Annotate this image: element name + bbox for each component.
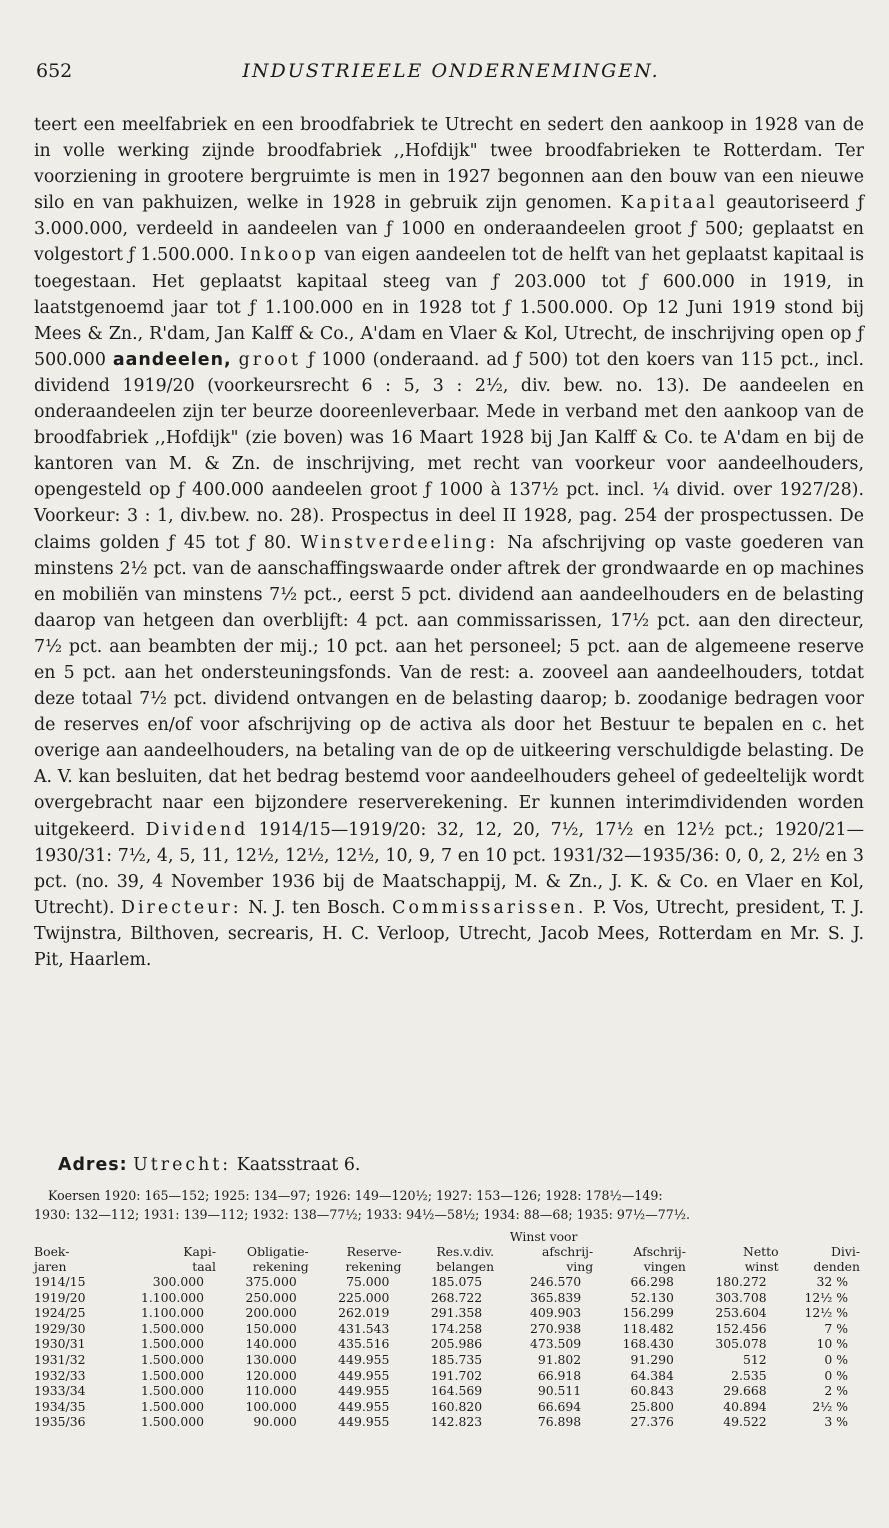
koersen-line-2: 1930: 132—112; 1931: 139—112; 1932: 138—77½; 1933: 94½—58½; 1934: 88—68; 1935: 97½—77½. bbox=[34, 1207, 690, 1222]
table-cell: 1.500.000 bbox=[140, 1351, 205, 1367]
col-header: taal bbox=[192, 1259, 217, 1274]
col-header: afschrij- bbox=[542, 1244, 594, 1259]
text-inkoop: van eigen aandeelen tot de helft van het geplaatst kapitaal is toegestaan. Het geplaatst kapitaal steeg van ƒ 203.000 tot ƒ 600.000 in 1919, in laatstgenoemd jaar tot ƒ 1.100.000 en in 1928 tot ƒ 1.500.000. Op 12 Juni 1919 stond bij Mees & Zn., R'dam, Jan Kalff & Co., A'dam en Vlaer & Kol, Utrecht, de inschrijving open op ƒ 500.000 bbox=[34, 245, 865, 370]
page-number: 652 bbox=[36, 60, 73, 82]
table-row bbox=[30, 1274, 860, 1290]
label-commissarissen: Commissarissen. bbox=[392, 897, 587, 918]
table-cell: 268.722 bbox=[430, 1289, 483, 1305]
table-cell: 200.000 bbox=[245, 1305, 297, 1321]
table-cell: 305.078 bbox=[715, 1336, 767, 1352]
table-cell: 1.500.000 bbox=[140, 1398, 205, 1414]
table-cell: 473.509 bbox=[529, 1336, 582, 1352]
table-cell-year: 1935/36 bbox=[34, 1414, 86, 1430]
table-body bbox=[30, 1274, 860, 1430]
table-cell: 120.000 bbox=[245, 1367, 297, 1383]
table-cell: 7 % bbox=[824, 1320, 848, 1336]
col-header: Afschrij- bbox=[633, 1244, 686, 1259]
table-cell: 160.820 bbox=[430, 1398, 483, 1414]
table-cell: 1.500.000 bbox=[140, 1383, 205, 1399]
table-cell: 449.955 bbox=[338, 1414, 390, 1430]
table-cell-year: 1924/25 bbox=[34, 1305, 86, 1321]
col-header: Boek- bbox=[34, 1244, 70, 1259]
table-cell: 90.511 bbox=[537, 1383, 582, 1399]
label-directeur: Directeur: bbox=[121, 897, 242, 918]
col-header: Netto bbox=[743, 1244, 779, 1259]
table-cell: 27.376 bbox=[630, 1414, 674, 1430]
text-dividend: 1914/15—1919/20: 32, 12, 20, 7½, 17½ en 12½ pct.; 1920/21—1930/31: 7½, 4, 5, 11, 12½, 12½, 12½, 10, 9, 7 en 10 pct. 1931/32—1935/36: 0, 0, 2, 2½ en 3 pct. (no. 39, 4 November 1936 bij de Maatschappij, M. & Zn., J. K. & Co. en Vlaer en Kol, Utrecht). bbox=[34, 819, 864, 918]
label-aandeelen: aandeelen, bbox=[112, 349, 232, 370]
table-cell: 130.000 bbox=[245, 1351, 297, 1367]
col-header: rekening bbox=[345, 1259, 402, 1274]
col-header: vingen bbox=[643, 1259, 686, 1274]
col-header: rekening bbox=[252, 1259, 309, 1274]
table-cell: 512 bbox=[742, 1351, 767, 1367]
col-header: denden bbox=[813, 1259, 860, 1274]
table-cell: 66.918 bbox=[537, 1367, 582, 1383]
table-cell: 449.955 bbox=[338, 1383, 390, 1399]
koersen-label: Koersen bbox=[48, 1188, 101, 1203]
table-cell: 191.702 bbox=[430, 1367, 483, 1383]
table-cell: 12½ % bbox=[804, 1289, 848, 1305]
table-cell: 365.839 bbox=[529, 1289, 582, 1305]
table-cell: 164.569 bbox=[430, 1383, 483, 1399]
table-row bbox=[30, 1368, 860, 1384]
table-cell: 375.000 bbox=[245, 1274, 297, 1289]
table-cell: 246.570 bbox=[529, 1274, 582, 1289]
table-cell: 300.000 bbox=[152, 1274, 205, 1289]
table-cell-year: 1934/35 bbox=[34, 1398, 86, 1414]
table-cell: 1.500.000 bbox=[140, 1367, 205, 1383]
table-row bbox=[30, 1321, 860, 1337]
col-header: ving bbox=[566, 1259, 594, 1274]
table-cell: 449.955 bbox=[338, 1351, 390, 1367]
table-cell: 1.100.000 bbox=[140, 1305, 205, 1321]
label-dividend: Dividend bbox=[145, 819, 249, 840]
table-cell: 142.823 bbox=[430, 1414, 483, 1430]
text-kapitaal: geautoriseerd ƒ 3.000.000, verdeeld in aandeelen van ƒ 1000 en onderaandeelen groot ƒ 500; geplaatst en volgestort ƒ 1.500.000. bbox=[34, 193, 865, 266]
table-cell-year: 1914/15 bbox=[34, 1274, 86, 1289]
table-cell-year: 1930/31 bbox=[34, 1336, 86, 1352]
label-inkoop: Inkoop bbox=[240, 245, 319, 266]
table-cell: 205.986 bbox=[430, 1336, 483, 1352]
adres-label: Adres: bbox=[58, 1155, 128, 1175]
col-header: Res.v.div. bbox=[436, 1244, 495, 1259]
table-cell: 64.384 bbox=[630, 1367, 674, 1383]
table-cell: 0 % bbox=[824, 1367, 848, 1383]
table-cell: 174.258 bbox=[430, 1320, 483, 1336]
table-cell: 431.543 bbox=[338, 1320, 390, 1336]
table-cell: 76.898 bbox=[537, 1414, 582, 1430]
table-cell-year: 1929/30 bbox=[34, 1320, 86, 1336]
table-cell: 118.482 bbox=[622, 1320, 674, 1336]
table-cell: 449.955 bbox=[338, 1367, 390, 1383]
table-cell: 29.668 bbox=[723, 1383, 767, 1399]
table-cell: 262.019 bbox=[338, 1305, 390, 1321]
table-cell: 12½ % bbox=[804, 1305, 848, 1321]
table-cell: 185.735 bbox=[430, 1351, 483, 1367]
table-cell: 49.522 bbox=[723, 1414, 767, 1430]
table-row bbox=[30, 1305, 860, 1321]
table-cell: 291.358 bbox=[430, 1305, 483, 1321]
table-cell: 66.298 bbox=[630, 1274, 674, 1289]
table-cell: 185.075 bbox=[430, 1274, 483, 1289]
col-header: Reserve- bbox=[346, 1244, 402, 1259]
table-cell: 10 % bbox=[816, 1336, 848, 1352]
address-line bbox=[58, 1155, 360, 1175]
table-cell: 409.903 bbox=[529, 1305, 582, 1321]
table-row bbox=[30, 1336, 860, 1352]
text-commissarissen: P. Vos, Utrecht, president, T. J. Twijnstra, Bilthoven, secrearis, H. C. Verloop, Utrecht, Jacob Mees, Rotterdam en Mr. S. J. Pit, Haarlem. bbox=[34, 897, 865, 970]
adres-street: Kaatsstraat 6. bbox=[236, 1155, 361, 1175]
koersen-line-1: 1920: 165—152; 1925: 134—97; 1926: 149—120½; 1927: 153—126; 1928: 178½—149: bbox=[104, 1188, 663, 1203]
table-cell: 303.708 bbox=[715, 1289, 767, 1305]
col-header: Kapi- bbox=[183, 1244, 217, 1259]
running-title: INDUSTRIEELE ONDERNEMINGEN. bbox=[242, 60, 660, 82]
table-cell: 1.100.000 bbox=[140, 1289, 205, 1305]
table-cell: 253.604 bbox=[715, 1305, 767, 1321]
table-cell: 168.430 bbox=[622, 1336, 674, 1352]
col-header: Obligatie- bbox=[246, 1244, 309, 1259]
col-header-spanning: Winst voor bbox=[509, 1229, 578, 1244]
col-header: winst bbox=[744, 1259, 779, 1274]
financial-table bbox=[30, 1229, 860, 1430]
text-directeur: N. J. ten Bosch. bbox=[248, 897, 386, 918]
table-cell: 140.000 bbox=[245, 1336, 297, 1352]
table-cell-year: 1931/32 bbox=[34, 1351, 86, 1367]
table-cell: 250.000 bbox=[245, 1289, 297, 1305]
table-cell: 91.802 bbox=[537, 1351, 582, 1367]
table-cell: 435.516 bbox=[338, 1336, 390, 1352]
table-cell: 150.000 bbox=[245, 1320, 297, 1336]
text-emissie: ƒ 1000 (onderaand. ad ƒ 500) tot den koers van 115 pct., incl. dividend 1919/20 (voorkeursrecht 6 : 5, 3 : 2½, div. bew. no. 13). De aandeelen en onderaandeelen zijn ter beurze dooreenleverbaar. Mede in verband met den aankoop van de broodfabriek ,,Hofdijk" (zie boven) was 16 Maart 1928 bij Jan Kalff & Co. te A'dam en bij de kantoren van M. & Zn. de inschrijving, met recht van voorkeur voor aandeelhouders, opengesteld op ƒ 400.000 aandeelen groot ƒ 1000 à 137½ pct. incl. ¼ divid. over 1927/28). Voorkeur: 3 : 1, div.bew. no. 28). Prospectus in deel II 1928, pag. 254 der prospectussen. De claims golden ƒ 45 tot ƒ 80. bbox=[34, 349, 864, 553]
text-intro: teert een meelfabriek en een broodfabriek te Utrecht en sedert den aankoop in 1928 van de in volle werking zijnde broodfabriek ,,Hofdijk" twee broodfabrieken te Rotterdam. Ter voorziening in grootere bergruimte is men in 1927 begonnen aan den bouw van een nieuwe silo en van pakhuizen, welke in 1928 in gebruik zijn genomen. bbox=[34, 115, 864, 214]
table-cell: 2 % bbox=[824, 1383, 848, 1399]
table-cell: 1.500.000 bbox=[140, 1320, 205, 1336]
table-cell: 225.000 bbox=[338, 1289, 390, 1305]
table-cell: 449.955 bbox=[338, 1398, 390, 1414]
label-groot: groot bbox=[238, 349, 301, 370]
table-cell: 75.000 bbox=[346, 1274, 390, 1289]
table-cell: 25.800 bbox=[630, 1398, 674, 1414]
table-cell: 0 % bbox=[824, 1351, 848, 1367]
table-header-row-2 bbox=[30, 1259, 860, 1274]
table-row bbox=[30, 1290, 860, 1306]
table-cell: 1.500.000 bbox=[140, 1414, 205, 1430]
table-cell-year: 1919/20 bbox=[34, 1289, 86, 1305]
label-winstverdeeling: Winstverdeeling: bbox=[300, 532, 499, 553]
table-cell: 90.000 bbox=[253, 1414, 297, 1430]
table-header-row-0 bbox=[30, 1229, 860, 1244]
table-cell: 156.299 bbox=[622, 1305, 674, 1321]
page-header bbox=[36, 60, 866, 90]
table-cell: 2½ % bbox=[812, 1398, 848, 1414]
table-row bbox=[30, 1399, 860, 1415]
table-cell: 152.456 bbox=[715, 1320, 767, 1336]
table-cell: 60.843 bbox=[630, 1383, 674, 1399]
table-cell: 180.272 bbox=[715, 1274, 767, 1289]
col-header: jaren bbox=[34, 1259, 67, 1274]
koersen-block bbox=[34, 1186, 874, 1224]
col-header: Divi- bbox=[830, 1244, 860, 1259]
table-cell: 1.500.000 bbox=[140, 1336, 205, 1352]
table-row bbox=[30, 1352, 860, 1368]
table-cell: 3 % bbox=[824, 1414, 848, 1430]
table-cell: 2.535 bbox=[731, 1367, 767, 1383]
label-kapitaal: Kapitaal bbox=[620, 193, 718, 214]
table-cell: 270.938 bbox=[529, 1320, 582, 1336]
table-cell: 52.130 bbox=[630, 1289, 674, 1305]
table-cell: 91.290 bbox=[630, 1351, 674, 1367]
table-row bbox=[30, 1414, 860, 1430]
col-header: belangen bbox=[436, 1259, 495, 1274]
table-cell-year: 1933/34 bbox=[34, 1383, 86, 1399]
koersen-line bbox=[34, 1186, 874, 1205]
body-paragraph bbox=[34, 112, 864, 973]
table-cell: 110.000 bbox=[245, 1383, 297, 1399]
table-cell: 100.000 bbox=[245, 1398, 297, 1414]
adres-city: Utrecht: bbox=[133, 1155, 232, 1175]
table-header-row-1 bbox=[30, 1244, 860, 1259]
table-cell: 66.694 bbox=[537, 1398, 582, 1414]
text-winstverdeeling: Na afschrijving op vaste goederen van minstens 2½ pct. van de aanschaffingswaarde onder aftrek der grondwaarde en op machines en mobiliën van minstens 7½ pct., eerst 5 pct. dividend aan aandeelhouders en de belasting daarop van hetgeen dan overblijft: 4 pct. aan commissarissen, 17½ pct. aan den directeur, 7½ pct. aan beambten der mij.; 10 pct. aan het personeel; 5 pct. aan de algemeene reserve en 5 pct. aan het ondersteuningsfonds. Van de rest: a. zooveel aan aandeelhouders, totdat deze totaal 7½ pct. dividend ontvangen en de belasting daarop; b. zoodanige bedragen voor de reserves en/of voor afschrijving op de activa als door het Bestuur te bepalen en c. het overige aan aandeelhouders, na betaling van de op de uitkeering verschuldigde belasting. De A. V. kan besluiten, dat het bedrag bestemd voor aandeelhouders geheel of gedeeltelijk wordt overgebracht naar een bijzondere reserverekening. Er kunnen interimdividenden worden uitgekeerd. bbox=[34, 532, 864, 840]
table-cell: 40.894 bbox=[723, 1398, 767, 1414]
table-cell: 32 % bbox=[816, 1274, 848, 1289]
table-row bbox=[30, 1383, 860, 1399]
table-cell-year: 1932/33 bbox=[34, 1367, 86, 1383]
